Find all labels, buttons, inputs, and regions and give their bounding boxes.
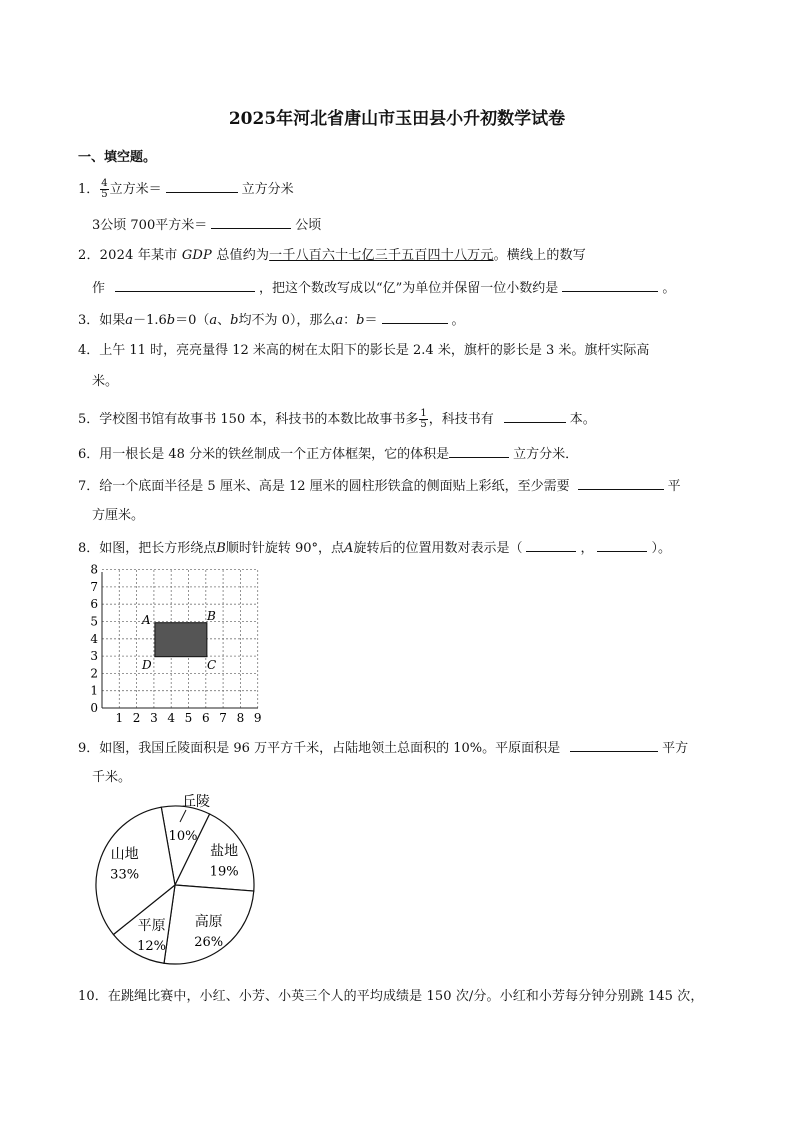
question-7-line2: 方厘米。 [92,508,145,523]
question-8: 8．如图，把长方形绕点B顺时针旋转 90°，点A旋转后的位置用数对表示是（ ， ）。 [78,537,671,559]
x-tick-label: 6 [201,711,210,725]
slice-name-label: 丘陵 [182,794,210,810]
x-tick-label: 2 [132,711,141,725]
y-tick-label: 4 [90,631,98,646]
answer-blank[interactable] [597,537,647,552]
x-tick-label: 8 [236,711,245,725]
question-9-line2: 千米。 [92,770,132,785]
question-9: 9．如图，我国丘陵面积是 96 万平方千米，占陆地领土总面积的 10%。平原面积是 平方 [78,737,688,759]
x-tick-label: 9 [253,711,262,725]
question-2: 2．2024 年某市 GDP 总值约为一千八百六十七亿三千五百四十八万元。横线上的数写 [78,248,586,263]
y-tick-label: 1 [90,683,98,698]
answer-blank[interactable] [211,214,291,229]
slice-percent-label: 26% [194,934,224,950]
question-7: 7．给一个底面半径是 5 厘米、高是 12 厘米的圆柱形铁盒的侧面贴上彩纸，至少需要 平 [78,475,681,497]
x-tick-label: 5 [184,711,193,725]
point-c-label: C [207,658,217,672]
y-tick-label: 5 [90,614,98,629]
y-tick-label: 8 [90,562,98,577]
answer-blank[interactable] [504,408,566,423]
y-tick-label: 0 [90,701,98,715]
answer-blank[interactable] [449,443,509,458]
slice-percent-label: 12% [137,939,167,955]
y-tick-label: 2 [90,666,98,681]
slice-percent-label: 10% [168,829,198,844]
answer-blank[interactable] [166,178,238,193]
question-number: 1． [78,182,100,197]
x-tick-label: 3 [150,711,158,725]
y-tick-label: 7 [90,579,98,594]
fraction: $\frac{4}{5}$ [101,178,108,200]
y-tick-label: 3 [90,649,98,664]
section-heading: 一、填空题。 [78,150,157,165]
fraction: $\frac{1}{5}$ [420,408,427,430]
answer-blank[interactable] [562,277,658,292]
slice-name-label: 平原 [137,918,166,935]
point-a-label: A [142,613,151,627]
slice-percent-label: 19% [209,864,239,880]
slice-name-label: 高原 [194,913,223,930]
point-d-label: D [142,658,152,672]
x-tick-label: 4 [167,711,176,725]
question-1b: 3公顷 700平方米＝ 公顷 [92,214,321,236]
question-6: 6．用一根长是 48 分米的铁丝制成一个正方体框架，它的体积是 立方分米． [78,443,578,465]
coordinate-grid [86,560,276,726]
answer-blank[interactable] [578,475,664,490]
question-10: 10．在跳绳比赛中，小红、小芳、小英三个人的平均成绩是 150 次/分。小红和小芳每分钟分别跳 145 次， [78,989,704,1004]
answer-blank[interactable] [382,309,448,324]
slice-name-label: 盐地 [210,843,239,860]
answer-blank[interactable] [115,277,255,292]
question-4: 4．上午 11 时，亮亮量得 12 米高的树在太阳下的影长是 2.4 米，旗杆的影长是 3 米。旗杆实际高 [78,343,650,358]
question-5: 5．学校图书馆有故事书 150 本，科技书的本数比故事书多 $\frac{1}{5}$ ，科技书有 本。 [78,408,596,430]
page-title: 2025年河北省唐山市玉田县小升初数学试卷 [228,109,566,129]
slice-percent-label: 33% [110,867,140,883]
question-3: 3．如果a－1.6b＝0（a、b均不为 0），那么a：b＝ 。 [78,309,465,331]
question-2-line2: 作 ，把这个数改写成以“亿”为单位并保留一位小数约是 。 [92,277,675,299]
y-tick-label: 6 [90,597,98,612]
rectangle-abcd [155,623,207,657]
x-tick-label: 1 [115,711,124,725]
slice-name-label: 山地 [110,846,139,863]
point-b-label: B [207,609,216,623]
x-tick-label: 7 [219,711,227,725]
question-4-line2: 米。 [92,374,119,389]
answer-blank[interactable] [570,737,658,752]
answer-blank[interactable] [526,537,576,552]
pie-chart [88,788,268,980]
question-1: 1． $\frac{4}{5}$ 立方米＝ 立方分米 [78,178,294,200]
